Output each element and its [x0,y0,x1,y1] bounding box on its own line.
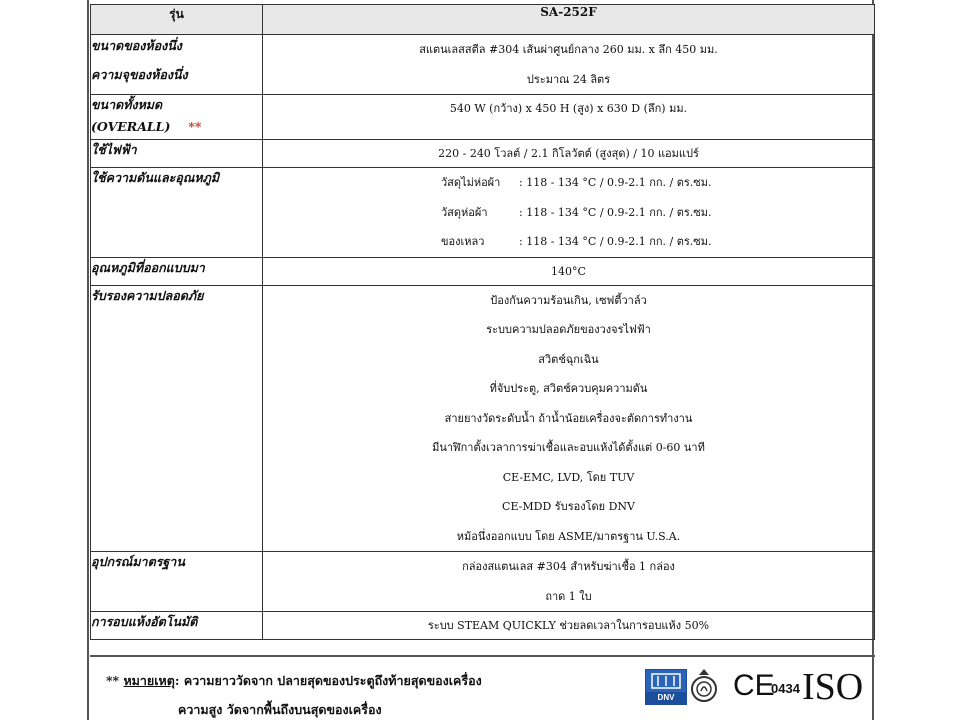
chamber-capacity-label: ความจุของห้องนึ่ง [91,67,188,82]
header-label: รุ่น [91,5,263,35]
row-label [91,35,263,95]
safety-item: หม้อนึ่งออกแบบ โดย ASME/มาตรฐาน U.S.A. [456,529,681,543]
pressure-item-value: : 118 - 134 °C / 0.9-2.1 กก. / ตร.ซม. [519,205,712,219]
chamber-capacity-value: ประมาณ 24 ลิตร [526,72,611,86]
safety-item: ที่จับประตู, สวิตช์ควบคุมความดัน [489,382,648,395]
row-value [263,612,875,640]
pressure-item-key: ของเหลว [441,235,485,248]
overall-size-label: ขนาดทั้งหมด [91,97,163,112]
footnote-title: หมายเหตุ [123,673,175,688]
row-value [263,257,875,285]
pressure-item-key: วัสดุไม่ห่อผ้า [441,176,501,189]
overall-label-line [91,117,262,139]
pressure-item [263,168,874,198]
footnote-text-1: : ความยาววัดจาก ปลายสุดของประตูถึงท้ายสุดของเครื่อง [174,673,482,688]
overall-size-value: 540 W (กว้าง) x 450 H (สูง) x 630 D (ลึก) มม. [449,102,688,115]
pressure-item-key: วัสดุห่อผ้า [441,205,488,219]
safety-item: ป้องกันความร้อนเกิน, เซฟตี้วาล์ว [490,293,647,307]
row-value [263,285,875,552]
safety-item: สวิตช์ฉุกเฉิน [538,352,599,366]
row-value [263,552,875,612]
footnote-line-1 [106,671,482,691]
pressure-item-value: : 118 - 134 °C / 0.9-2.1 กก. / ตร.ซม. [519,176,712,189]
footnote-text-2: ความสูง วัดจากพื้นถึงบนสุดของเครื่อง [178,702,382,717]
safety-item: มีนาฬิกาตั้งเวลาการฆ่าเชื้อและอบแห้งได้ตั้งแต่ 0-60 นาที [432,441,705,454]
row-value [263,140,875,168]
footnote-prefix: ** [106,673,120,688]
safety-item: CE-EMC, LVD, โดย TUV [502,470,635,484]
footnote-star: ** [188,119,202,134]
row-value [263,35,875,95]
drying-label: การอบแห้งอัตโนมัติ [91,612,263,640]
row-label [91,95,263,140]
ce-mark: CE [733,669,775,702]
row-value [263,95,875,140]
safety-item: ระบบความปลอดภัยของวงจรไฟฟ้า [486,323,651,336]
table-row-accessories [91,552,875,612]
footer [90,655,875,722]
table-row-overall [91,95,875,140]
safety-label: รับรองความปลอดภัย [91,285,263,552]
table-row-drying [91,612,875,640]
safety-item: สายยางวัดระดับน้ำ ถ้าน้ำน้อยเครื่องจะตัดการทำงาน [444,411,693,425]
pressure-item-value: : 118 - 134 °C / 0.9-2.1 กก. / ตร.ซม. [519,235,712,248]
iso-logo: ISO [802,666,864,708]
max-temp-label: อุณหภูมิที่ออกแบบมา [91,257,263,285]
table-row-power [91,140,875,168]
dnv-logo [645,669,687,705]
overall-english-label: (OVERALL) [91,119,171,134]
power-label: ใช้ไฟฟ้า [91,140,263,168]
chamber-size-label: ขนาดของห้องนึ่ง [91,38,182,53]
chamber-size-value: สแตนเลสสตีล #304 เส้นผ่าศูนย์กลาง 260 มม. x ลึก 450 มม. [419,43,718,56]
ce-number: 0434 [771,681,800,696]
table-header-row [91,5,875,35]
pressure-item [263,198,874,228]
seal-icon [689,667,719,705]
max-temp-value: 140°C [551,264,586,278]
accessories-label: อุปกรณ์มาตรฐาน [91,552,263,612]
table-row-chamber [91,35,875,95]
accessory-item: กล่องสแตนเลส #304 สำหรับฆ่าเชื้อ 1 กล่อง [462,560,675,573]
dnv-logo-text: DNV [646,692,686,704]
table-row-max-temp [91,257,875,285]
pressure-label: ใช้ความดันและอุณหภูมิ [91,168,263,258]
pressure-item [263,227,874,257]
header-model: SA-252F [263,5,875,35]
safety-item: CE-MDD รับรองโดย DNV [502,500,635,513]
dnv-logo-graphic [646,670,686,692]
drying-value: ระบบ STEAM QUICKLY ช่วยลดเวลาในการอบแห้ง 50% [427,619,710,632]
table-row-safety [91,285,875,552]
power-value: 220 - 240 โวลต์ / 2.1 กิโลวัตต์ (สูงสุด) / 10 แอมแปร์ [438,147,699,160]
accessory-item: ถาด 1 ใบ [545,589,592,603]
spec-table [90,4,875,640]
table-row-pressure [91,168,875,258]
row-value [263,168,875,258]
